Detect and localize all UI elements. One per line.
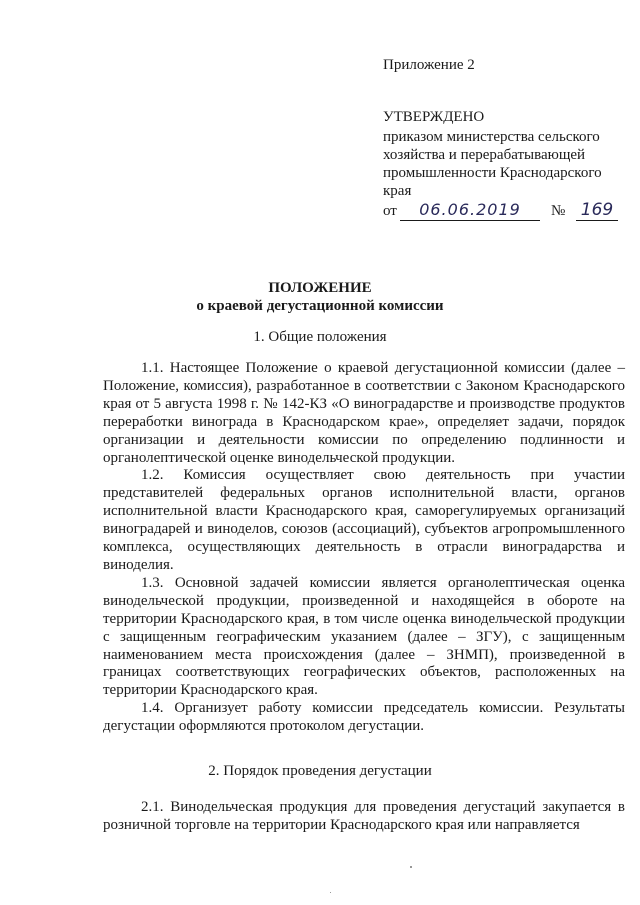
approved-heading: УТВЕРЖДЕНО (383, 109, 485, 125)
paragraph-1-1: 1.1. Настоящее Положение о краевой дегустационной комиссии (далее – Положение, комиссия), разработанное в соответствии с Законом Краснодарского края от 5 августа 1998 г. № 142-КЗ «О виноградарстве и производстве продуктов переработки винограда в Краснодарском крае», определяет задачи, порядок организации и деятельности комиссии по определению подлинности и органолептической оценке винодельческой продукции. (103, 360, 625, 466)
scan-speck (330, 892, 331, 893)
approval-block (383, 108, 628, 224)
paragraph-1-4: 1.4. Организует работу комиссии председатель комиссии. Результаты дегустации оформляются протоколом дегустации. (103, 700, 625, 735)
document-title: ПОЛОЖЕНИЕ (268, 280, 372, 296)
appendix-label: Приложение 2 (383, 57, 475, 73)
date-label: от (383, 203, 397, 219)
scan-speck (410, 866, 412, 868)
paragraph-2-1: 2.1. Винодельческая продукция для проведения дегустаций закупается в розничной торговле на территории Краснодарского края или направляется (103, 799, 625, 833)
section-heading-procedure: 2. Порядок проведения дегустации (208, 763, 432, 779)
order-number-handwritten: 169 (576, 200, 618, 221)
approval-text: приказом министерства сельского хозяйства и перерабатывающей промышленности Краснодарского края (383, 129, 602, 199)
order-date-handwritten: 06.06.2019 (400, 200, 540, 221)
paragraph-1-3: 1.3. Основной задачей комиссии является органолептическая оценка винодельческой продукции, произведенной и находящейся в обороте на территории Краснодарского края, в том числе оценка винодельческой продукции с защищенным географическим указанием (далее – ЗГУ), с защищенным наименованием места происхождения (далее – ЗНМП), произведенной в границах соответствующих географических объектов, расположенных на территории Краснодарского края. (103, 574, 625, 699)
section-heading-general: 1. Общие положения (253, 329, 387, 345)
number-label: № (551, 203, 566, 219)
paragraph-1-2: 1.2. Комиссия осуществляет свою деятельность при участии представителей федеральных органов исполнительной власти, органов исполнительной власти Краснодарского края, саморегулируемых организаций виноградарей и виноделов, союзов (ассоциаций), субъектов агропромышленного комплекса, осуществляющих деятельность в отрасли виноградарства и виноделия. (103, 467, 625, 573)
document-subtitle: о краевой дегустационной комиссии (196, 298, 444, 314)
section-body-general (103, 360, 625, 736)
section-body-procedure (103, 799, 625, 835)
order-date-number-line (383, 200, 628, 224)
